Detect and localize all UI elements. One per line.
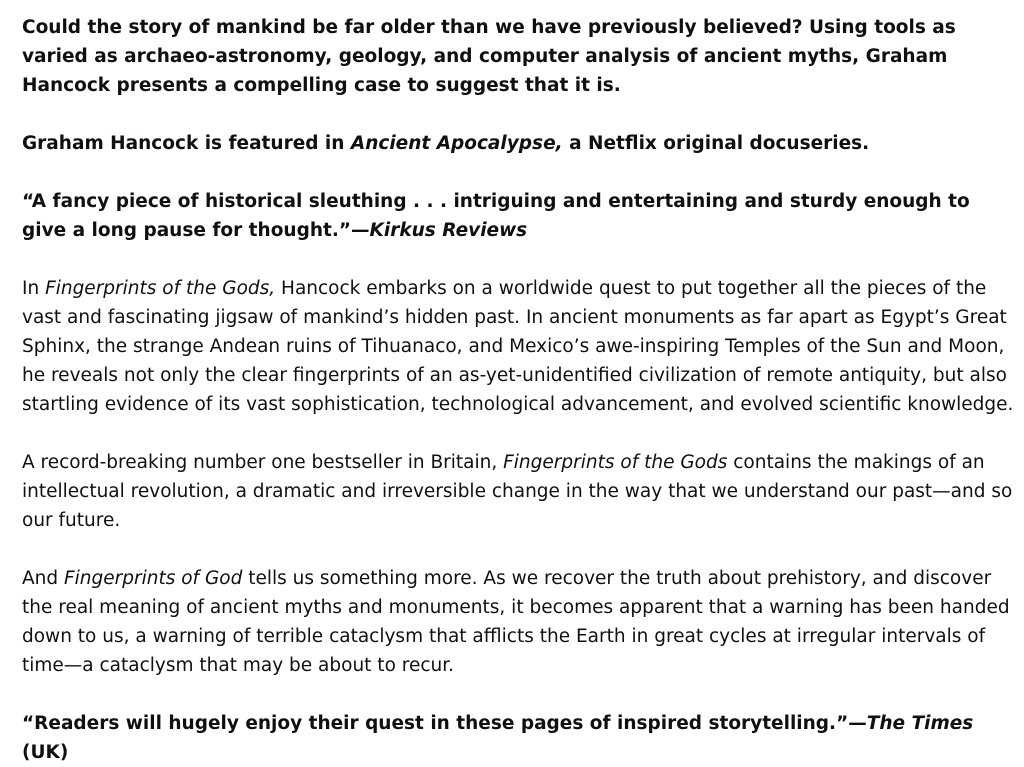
- book-description: [22, 13, 1014, 767]
- netflix-text-before: Graham Hancock is featured in: [22, 133, 351, 154]
- docuseries-title: Ancient Apocalypse,: [350, 133, 563, 154]
- kirkus-quote-text: “A fancy piece of historical sleuthing . . . intriguing and entertaining and sturdy enough to give a long pause for thought.”—: [22, 191, 970, 241]
- kirkus-quote-paragraph: [22, 187, 1014, 245]
- times-quote-paragraph: [22, 709, 1014, 767]
- bestseller-text-after: contains the makings of an intellectual revolution, a dramatic and irreversible change in the way that we understand our past—and so our future.: [22, 452, 1013, 531]
- warning-text-after: tells us something more. As we recover the truth about prehistory, and discover the real meaning of ancient myths and monuments, it becomes apparent that a warning has been handed down to us, a warning of terrible cataclysm that afflicts the Earth in great cycles at irregular intervals of time—a cataclysm that may be about to recur.: [22, 568, 1010, 676]
- book-title-italic: Fingerprints of the Gods,: [45, 278, 276, 299]
- netflix-paragraph: [22, 129, 1014, 158]
- times-source-suffix: (UK): [22, 742, 69, 763]
- book-title-italic: Fingerprints of the Gods: [503, 452, 728, 473]
- intro-text: Could the story of mankind be far older than we have previously believed? Using tools as varied as archaeo-astronomy, geology, and computer analysis of ancient myths, Graham Hancock presents a compelling case to suggest that it is.: [22, 17, 956, 96]
- netflix-text-after: a Netflix original docuseries.: [562, 133, 870, 154]
- warning-text-before: And: [22, 568, 65, 589]
- intro-paragraph: [22, 13, 1014, 100]
- summary-text-after: Hancock embarks on a worldwide quest to put together all the pieces of the vast and fascinating jigsaw of mankind’s hidden past. In ancient monuments as far apart as Egypt’s Great Sphinx, the strange Andean ruins of Tihuanaco, and Mexico’s awe-inspiring Temples of the Sun and Moon, he reveals not only the clear fingerprints of an as-yet-unidentified civilization of remote antiquity, but also startling evidence of its vast sophistication, technological advancement, and evolved scientific knowledge.: [22, 278, 1014, 415]
- summary-text-before: In: [22, 278, 46, 299]
- bestseller-paragraph: [22, 448, 1014, 535]
- times-quote-text: “Readers will hugely enjoy their quest in these pages of inspired storytelling.”—: [22, 713, 867, 734]
- kirkus-source: Kirkus Reviews: [369, 220, 528, 241]
- bestseller-text-before: A record-breaking number one bestseller in Britain,: [22, 452, 504, 473]
- times-source: The Times: [866, 713, 974, 734]
- summary-paragraph: [22, 274, 1014, 419]
- book-title-italic: Fingerprints of God: [64, 568, 243, 589]
- warning-paragraph: [22, 564, 1014, 680]
